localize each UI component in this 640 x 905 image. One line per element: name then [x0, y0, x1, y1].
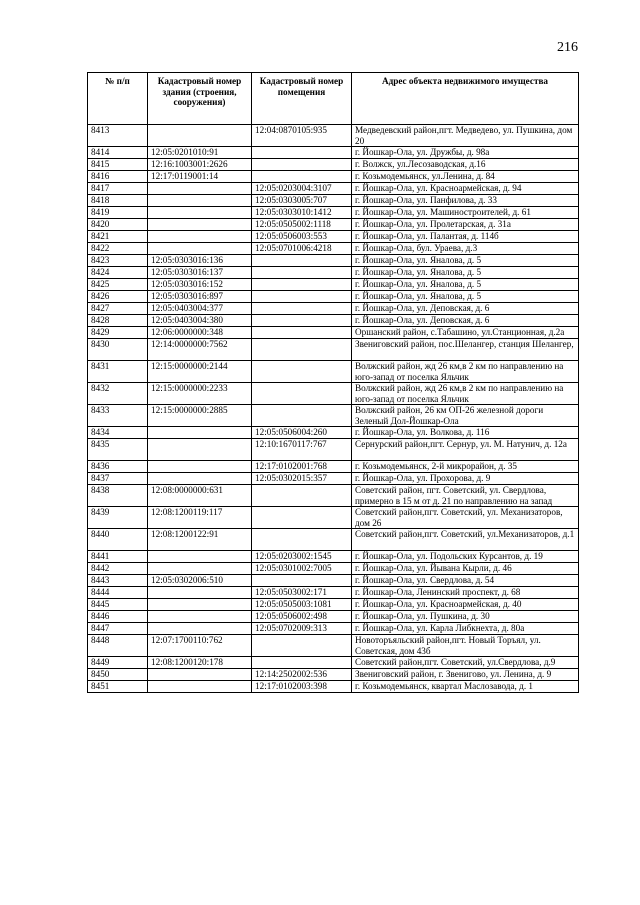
cell-building-cadastral — [148, 599, 252, 611]
cell-building-cadastral: 12:08:1200120:178 — [148, 657, 252, 669]
cell-row-number: 8427 — [88, 303, 148, 315]
table-row — [88, 507, 579, 529]
cell-address: г. Йошкар-Ола, ул. Дружбы, д. 98а — [352, 147, 579, 159]
cell-building-cadastral: 12:05:0303016:152 — [148, 279, 252, 291]
table-row — [88, 231, 579, 243]
cell-building-cadastral — [148, 439, 252, 461]
cell-building-cadastral — [148, 473, 252, 485]
cell-building-cadastral: 12:05:0201010:91 — [148, 147, 252, 159]
cell-address: Советский район,пгт. Советский, ул.Механизаторов, д.1 — [352, 529, 579, 551]
table-row — [88, 575, 579, 587]
cell-row-number: 8438 — [88, 485, 148, 507]
table-row — [88, 125, 579, 147]
cell-row-number: 8431 — [88, 361, 148, 383]
cell-address: г. Йошкар-Ола, ул. Красноармейская, д. 94 — [352, 183, 579, 195]
cell-room-cadastral — [252, 507, 352, 529]
cell-room-cadastral: 12:05:0506002:498 — [252, 611, 352, 623]
cell-building-cadastral: 12:05:0403004:377 — [148, 303, 252, 315]
cell-row-number: 8435 — [88, 439, 148, 461]
cell-room-cadastral — [252, 383, 352, 405]
cell-building-cadastral — [148, 461, 252, 473]
cell-row-number: 8415 — [88, 159, 148, 171]
cell-row-number: 8446 — [88, 611, 148, 623]
cell-room-cadastral: 12:05:0303005:707 — [252, 195, 352, 207]
table-row — [88, 599, 579, 611]
cell-building-cadastral: 12:05:0403004:380 — [148, 315, 252, 327]
cell-building-cadastral — [148, 611, 252, 623]
table-row — [88, 439, 579, 461]
table-row — [88, 657, 579, 669]
cell-building-cadastral — [148, 563, 252, 575]
cell-row-number: 8434 — [88, 427, 148, 439]
cell-row-number: 8414 — [88, 147, 148, 159]
cell-row-number: 8440 — [88, 529, 148, 551]
cell-address: г. Йошкар-Ола, ул. Йывана Кырли, д. 46 — [352, 563, 579, 575]
cell-row-number: 8419 — [88, 207, 148, 219]
cell-row-number: 8445 — [88, 599, 148, 611]
cell-row-number: 8439 — [88, 507, 148, 529]
cell-address: г. Волжск, ул.Лесозаводская, д.16 — [352, 159, 579, 171]
cell-building-cadastral: 12:06:0000000:348 — [148, 327, 252, 339]
cell-address: г. Йошкар-Ола, ул. Палантая, д. 114б — [352, 231, 579, 243]
cell-room-cadastral — [252, 315, 352, 327]
table-row — [88, 623, 579, 635]
table-row — [88, 315, 579, 327]
cell-row-number: 8447 — [88, 623, 148, 635]
table-row — [88, 159, 579, 171]
table-row — [88, 219, 579, 231]
cell-address: Волжский район, 26 км ОП-26 железной дороги Зеленый Дол-Йошкар-Ола — [352, 405, 579, 427]
cell-building-cadastral: 12:08:0000000:631 — [148, 485, 252, 507]
table-row — [88, 669, 579, 681]
cell-building-cadastral: 12:17:0119001:14 — [148, 171, 252, 183]
cell-address: г. Йошкар-Ола, ул. Машиностроителей, д. 61 — [352, 207, 579, 219]
header-room-cadastral: Кадастровый номер помещения — [252, 73, 352, 125]
table-row — [88, 563, 579, 575]
cell-room-cadastral — [252, 291, 352, 303]
table-row — [88, 195, 579, 207]
cell-room-cadastral — [252, 405, 352, 427]
cell-address: Оршанский район, с.Табашино, ул.Станционная, д.2а — [352, 327, 579, 339]
cell-room-cadastral: 12:05:0701006:4218 — [252, 243, 352, 255]
table-row — [88, 207, 579, 219]
cell-room-cadastral — [252, 327, 352, 339]
cell-building-cadastral: 12:05:0303016:897 — [148, 291, 252, 303]
table-row — [88, 405, 579, 427]
table-row — [88, 461, 579, 473]
cell-room-cadastral: 12:05:0702009:313 — [252, 623, 352, 635]
cell-row-number: 8422 — [88, 243, 148, 255]
table-row — [88, 529, 579, 551]
cell-row-number: 8425 — [88, 279, 148, 291]
cell-room-cadastral — [252, 339, 352, 361]
cell-building-cadastral — [148, 681, 252, 693]
cell-address: г. Йошкар-Ола, ул. Свердлова, д. 54 — [352, 575, 579, 587]
cell-row-number: 8450 — [88, 669, 148, 681]
cell-address: Советский район, пгт. Советский, ул. Свердлова, примерно в 15 м от д. 21 по направлению на запад — [352, 485, 579, 507]
cell-row-number: 8432 — [88, 383, 148, 405]
table-row — [88, 361, 579, 383]
cell-room-cadastral: 12:05:0301002:7005 — [252, 563, 352, 575]
cell-building-cadastral — [148, 231, 252, 243]
table-row — [88, 303, 579, 315]
cell-room-cadastral — [252, 255, 352, 267]
cell-building-cadastral: 12:14:0000000:7562 — [148, 339, 252, 361]
cell-room-cadastral — [252, 529, 352, 551]
cell-building-cadastral: 12:05:0302006:510 — [148, 575, 252, 587]
cell-address: г. Йошкар-Ола, ул. Панфилова, д. 33 — [352, 195, 579, 207]
cell-room-cadastral: 12:05:0303010:1412 — [252, 207, 352, 219]
table-row — [88, 473, 579, 485]
table-row — [88, 551, 579, 563]
cell-building-cadastral: 12:05:0303016:136 — [148, 255, 252, 267]
cell-row-number: 8420 — [88, 219, 148, 231]
cell-address: г. Йошкар-Ола, ул. Прохорова, д. 9 — [352, 473, 579, 485]
cell-building-cadastral — [148, 669, 252, 681]
cell-row-number: 8413 — [88, 125, 148, 147]
table-row — [88, 587, 579, 599]
cell-room-cadastral: 12:04:0870105:935 — [252, 125, 352, 147]
table-row — [88, 147, 579, 159]
table-row — [88, 383, 579, 405]
table-row — [88, 327, 579, 339]
cell-building-cadastral — [148, 587, 252, 599]
table-row — [88, 171, 579, 183]
table-row — [88, 681, 579, 693]
table-row — [88, 291, 579, 303]
table-row — [88, 635, 579, 657]
cell-address: г. Йошкар-Ола, бул. Ураева, д.3 — [352, 243, 579, 255]
table-row — [88, 339, 579, 361]
cell-row-number: 8443 — [88, 575, 148, 587]
cell-row-number: 8421 — [88, 231, 148, 243]
cell-room-cadastral: 12:05:0503002:171 — [252, 587, 352, 599]
cell-address: г. Йошкар-Ола, ул. Яналова, д. 5 — [352, 255, 579, 267]
cell-room-cadastral — [252, 147, 352, 159]
cell-row-number: 8449 — [88, 657, 148, 669]
cell-room-cadastral — [252, 171, 352, 183]
cell-address: г. Козьмодемьянск, 2-й микрорайон, д. 35 — [352, 461, 579, 473]
cell-row-number: 8433 — [88, 405, 148, 427]
table-row — [88, 243, 579, 255]
cell-address: Звениговский район, г. Звенигово, ул. Ленина, д. 9 — [352, 669, 579, 681]
cell-row-number: 8416 — [88, 171, 148, 183]
cell-room-cadastral: 12:17:0102001:768 — [252, 461, 352, 473]
cell-building-cadastral: 12:07:1700110:762 — [148, 635, 252, 657]
cell-row-number: 8428 — [88, 315, 148, 327]
cell-room-cadastral: 12:05:0506004:260 — [252, 427, 352, 439]
cell-building-cadastral: 12:15:0000000:2144 — [148, 361, 252, 383]
cell-building-cadastral: 12:05:0303016:137 — [148, 267, 252, 279]
cell-address: Советский район,пгт. Советский, ул.Свердлова, д.9 — [352, 657, 579, 669]
cell-building-cadastral — [148, 183, 252, 195]
cell-row-number: 8429 — [88, 327, 148, 339]
page-number: 216 — [557, 40, 578, 55]
cell-row-number: 8448 — [88, 635, 148, 657]
cell-address: г. Козьмодемьянск, квартал Маслозавода, д. 1 — [352, 681, 579, 693]
cell-room-cadastral: 12:05:0505003:1081 — [252, 599, 352, 611]
cell-room-cadastral — [252, 657, 352, 669]
cell-address: г. Йошкар-Ола, ул. Деповская, д. 6 — [352, 303, 579, 315]
cell-address: г. Йошкар-Ола, ул. Красноармейская, д. 40 — [352, 599, 579, 611]
cell-building-cadastral: 12:16:1003001:2626 — [148, 159, 252, 171]
cell-address: Новоторъяльский район,пгт. Новый Торъял, ул. Советская, дом 43б — [352, 635, 579, 657]
cell-address: г. Йошкар-Ола, ул. Деповская, д. 6 — [352, 315, 579, 327]
cell-building-cadastral — [148, 195, 252, 207]
cell-room-cadastral: 12:17:0102003:398 — [252, 681, 352, 693]
cell-address: Медведевский район,пгт. Медведево, ул. Пушкина, дом 20 — [352, 125, 579, 147]
cell-address: г. Йошкар-Ола, ул. Волкова, д. 116 — [352, 427, 579, 439]
cell-row-number: 8418 — [88, 195, 148, 207]
registry-table — [87, 72, 579, 693]
cell-room-cadastral: 12:10:1670117:767 — [252, 439, 352, 461]
cell-room-cadastral — [252, 303, 352, 315]
header-address: Адрес объекта недвижимого имущества — [352, 73, 579, 125]
cell-address: Волжский район, жд 26 км,в 2 км по направлению на юго-запад от поселка Яльчик — [352, 361, 579, 383]
cell-building-cadastral: 12:15:0000000:2885 — [148, 405, 252, 427]
cell-room-cadastral — [252, 635, 352, 657]
cell-address: г. Йошкар-Ола, ул. Подольских Курсантов, д. 19 — [352, 551, 579, 563]
table-body — [88, 125, 579, 693]
cell-address: г. Йошкар-Ола, ул. Пушкина, д. 30 — [352, 611, 579, 623]
cell-address: г. Козьмодемьянск, ул.Ленина, д. 84 — [352, 171, 579, 183]
table-row — [88, 427, 579, 439]
cell-building-cadastral — [148, 623, 252, 635]
cell-address: Волжский район, жд 26 км,в 2 км по направлению на юго-запад от поселка Яльчик — [352, 383, 579, 405]
table-row — [88, 267, 579, 279]
cell-address: г. Йошкар-Ола, ул. Карла Либкнехта, д. 80а — [352, 623, 579, 635]
header-row-number: № п/п — [88, 73, 148, 125]
cell-room-cadastral: 12:05:0203004:3107 — [252, 183, 352, 195]
cell-row-number: 8430 — [88, 339, 148, 361]
header-building-cadastral: Кадастровый номер здания (строения, сооружения) — [148, 73, 252, 125]
cell-room-cadastral: 12:05:0506003:553 — [252, 231, 352, 243]
cell-room-cadastral — [252, 575, 352, 587]
cell-building-cadastral — [148, 243, 252, 255]
cell-building-cadastral — [148, 551, 252, 563]
cell-row-number: 8444 — [88, 587, 148, 599]
cell-row-number: 8417 — [88, 183, 148, 195]
cell-row-number: 8423 — [88, 255, 148, 267]
cell-building-cadastral — [148, 219, 252, 231]
cell-row-number: 8442 — [88, 563, 148, 575]
cell-room-cadastral — [252, 361, 352, 383]
cell-room-cadastral — [252, 279, 352, 291]
cell-room-cadastral: 12:05:0505002:1118 — [252, 219, 352, 231]
cell-room-cadastral — [252, 159, 352, 171]
cell-address: г. Йошкар-Ола, ул. Пролетарская, д. 31а — [352, 219, 579, 231]
cell-row-number: 8451 — [88, 681, 148, 693]
cell-room-cadastral — [252, 267, 352, 279]
table-row — [88, 611, 579, 623]
cell-row-number: 8426 — [88, 291, 148, 303]
cell-row-number: 8424 — [88, 267, 148, 279]
cell-building-cadastral: 12:15:0000000:2233 — [148, 383, 252, 405]
cell-room-cadastral: 12:05:0203002:1545 — [252, 551, 352, 563]
cell-building-cadastral: 12:08:1200122:91 — [148, 529, 252, 551]
cell-building-cadastral: 12:08:1200119:117 — [148, 507, 252, 529]
cell-address: Звениговский район, пос.Шелангер, станция Шелангер, — [352, 339, 579, 361]
table-row — [88, 183, 579, 195]
table-header-row — [88, 73, 579, 125]
table-row — [88, 485, 579, 507]
cell-row-number: 8436 — [88, 461, 148, 473]
cell-address: г. Йошкар-Ола, ул. Яналова, д. 5 — [352, 279, 579, 291]
cell-address: Советский район,пгт. Советский, ул. Механизаторов, дом 26 — [352, 507, 579, 529]
cell-address: г. Йошкар-Ола, Ленинский проспект, д. 68 — [352, 587, 579, 599]
cell-room-cadastral: 12:14:2502002:536 — [252, 669, 352, 681]
cell-room-cadastral: 12:05:0302015:357 — [252, 473, 352, 485]
cell-building-cadastral — [148, 207, 252, 219]
cell-address: г. Йошкар-Ола, ул. Яналова, д. 5 — [352, 267, 579, 279]
table-row — [88, 255, 579, 267]
cell-row-number: 8441 — [88, 551, 148, 563]
cell-row-number: 8437 — [88, 473, 148, 485]
cell-building-cadastral — [148, 125, 252, 147]
cell-address: г. Йошкар-Ола, ул. Яналова, д. 5 — [352, 291, 579, 303]
cell-address: Сернурский район,пгт. Сернур, ул. М. Натунич, д. 12а — [352, 439, 579, 461]
cell-building-cadastral — [148, 427, 252, 439]
cell-room-cadastral — [252, 485, 352, 507]
table-row — [88, 279, 579, 291]
